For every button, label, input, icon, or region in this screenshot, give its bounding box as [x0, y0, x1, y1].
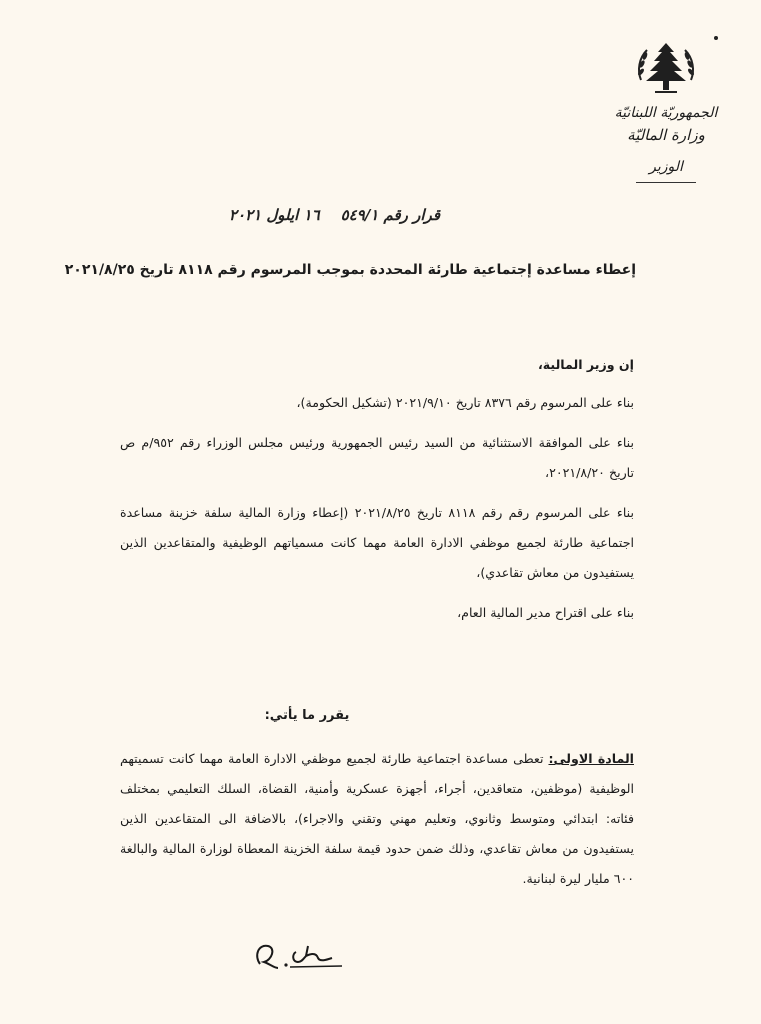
decision-label: قرار رقم — [383, 206, 440, 224]
article-1 — [120, 744, 634, 894]
recital-2: بناء على الموافقة الاستثنائية من السيد رئيس الجمهورية ورئيس مجلس الوزراء رقم ٩٥٢/م ص تاريخ ٢٠٢١/٨/٢٠، — [120, 435, 634, 480]
recital-4: بناء على اقتراح مدير المالية العام، — [457, 605, 634, 620]
document-body — [120, 350, 634, 628]
decision-number: ٥٤٩ — [340, 206, 365, 224]
decision-date: ١٦ ايلول ٢٠٢١ — [228, 206, 320, 224]
letterhead — [611, 40, 721, 187]
minister-title: الوزير — [649, 159, 683, 175]
recital-1: بناء على المرسوم رقم ٨٣٧٦ تاريخ ٢٠٢١/٩/١٠ (تشكيل الحكومة)، — [296, 395, 634, 410]
letterhead-rule — [636, 182, 696, 183]
republic-name: الجمهوريّة اللبنانيّة — [614, 105, 718, 121]
ministry-name: وزارة الماليّة — [627, 126, 705, 144]
resolution-text: يقرر ما يأتي: — [264, 708, 350, 723]
addressee: إن وزير المالية، — [538, 357, 634, 372]
resolution-heading — [120, 708, 634, 723]
decision-separator: /١ — [364, 206, 379, 224]
document-subject: إعطاء مساعدة إجتماعية طارئة المحددة بموجب المرسوم رقم ٨١١٨ تاريخ ٢٠٢١/٨/٢٥ — [64, 262, 636, 278]
article-1-text: تعطى مساعدة اجتماعية طارئة لجميع موظفي الادارة العامة مهما كانت تسميتهم الوظيفية (موظفين، متعاقدين، أجراء، أجهزة عسكرية وأمنية، القضاة، السلك التعليمي بمختلف فئاته: ابتدائي ومتوسط وثانوي، وتعليم مهني وتقني والاجراء)، بالاضافة الى المتقاعدين الذين يستفيدون من معاش تقاعدي، وذلك ضمن حدود قيمة سلفة الخزينة المعطاة لوزارة المالية والبالغة ٦٠٠ مليار ليرة لبنانية. — [120, 751, 634, 886]
article-1-title: المادة الاولى: — [548, 751, 634, 766]
cedar-emblem-icon — [635, 40, 697, 96]
decision-line — [180, 206, 440, 224]
handwritten-signature-icon — [250, 938, 350, 972]
recital-3: بناء على المرسوم رقم رقم ٨١١٨ تاريخ ٢٠٢١/٨/٢٥ (إعطاء وزارة المالية سلفة خزينة مساعدة اجتماعية طارئة لجميع موظفي الادارة العامة مهما كانت مسمياتهم الوظيفية والمتقاعدين الذين يستفيدون من معاش تقاعدي)، — [120, 505, 634, 580]
